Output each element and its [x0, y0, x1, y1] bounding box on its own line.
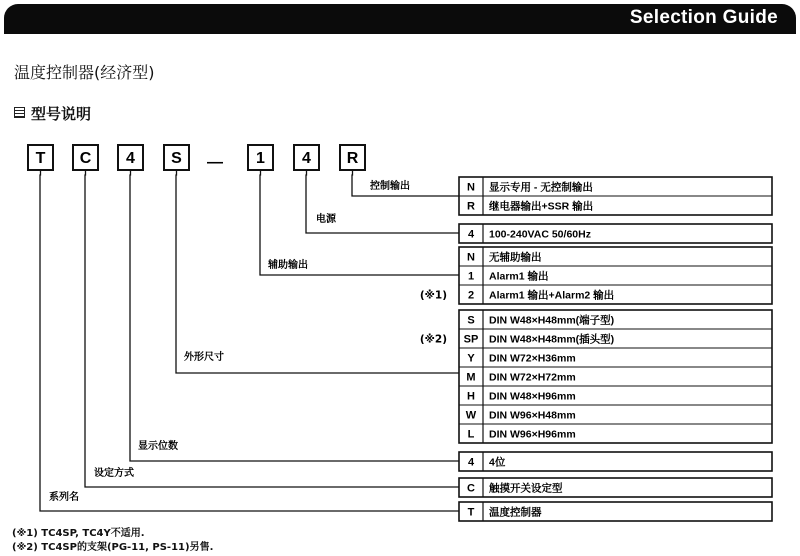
table-digits: [459, 452, 772, 471]
option-code: 2: [467, 289, 475, 302]
option-desc: DIN W96×H48mm: [489, 409, 576, 422]
table-frame: [459, 452, 772, 471]
option-desc: DIN W96×H96mm: [489, 428, 576, 441]
option-desc: DIN W72×H36mm: [489, 352, 576, 365]
group-label-power: 电源: [316, 214, 336, 225]
option-desc: 4位: [489, 456, 506, 469]
table-setting: [459, 478, 772, 497]
option-desc: 继电器输出+SSR 输出: [489, 200, 594, 213]
option-code: S: [467, 314, 475, 327]
option-desc: DIN W72×H72mm: [489, 371, 576, 384]
connector-size: [176, 170, 459, 373]
section-title-text: 型号说明: [31, 105, 92, 123]
option-desc: DIN W48×H48mm(端子型): [489, 314, 615, 327]
table-series: [459, 502, 772, 521]
footnote-1: (※1) TC4SP, TC4Y不适用.: [12, 528, 145, 539]
table-aux-output: [420, 247, 772, 304]
option-code: Y: [467, 352, 475, 365]
connector-setting: [85, 170, 459, 487]
option-code: L: [467, 428, 475, 441]
option-code: R: [467, 200, 475, 213]
option-desc: DIN W48×H48mm(插头型): [489, 333, 615, 346]
code-letter-5: 1: [256, 150, 265, 167]
option-code: 1: [467, 270, 475, 283]
code-letter-7: R: [346, 150, 359, 167]
option-code: M: [466, 371, 476, 384]
option-code: 4: [467, 456, 475, 469]
option-desc: Alarm1 输出: [489, 270, 549, 283]
code-letter-6: 4: [302, 150, 311, 167]
header-title: Selection Guide: [629, 7, 778, 28]
group-label-aux-output: 辅助输出: [268, 260, 308, 271]
option-code: C: [467, 482, 475, 495]
connector-digits: [130, 170, 459, 461]
table-size: [420, 310, 772, 443]
code-letter-3: S: [171, 150, 182, 167]
option-code: N: [467, 251, 475, 264]
option-code: N: [467, 181, 475, 194]
option-note: (※1): [419, 289, 447, 302]
group-label-setting: 设定方式: [94, 468, 134, 479]
option-code: SP: [463, 333, 479, 346]
footnote-2: (※2) TC4SP的支架(PG-11, PS-11)另售.: [12, 542, 214, 553]
code-letter-2: 4: [126, 150, 135, 167]
option-code: W: [465, 409, 477, 422]
option-tables: [420, 177, 772, 521]
table-power: [459, 224, 772, 243]
group-label-size: 外形尺寸: [184, 352, 224, 363]
group-label-digits: 显示位数: [138, 441, 178, 452]
option-desc: 100-240VAC 50/60Hz: [489, 228, 591, 241]
group-label-series: 系列名: [49, 492, 79, 503]
option-code: H: [467, 390, 475, 403]
code-dash: —: [207, 154, 223, 171]
option-desc: 温度控制器: [489, 506, 542, 519]
page-title: 温度控制器(经济型): [14, 63, 155, 82]
model-code: [28, 145, 365, 171]
option-desc: DIN W48×H96mm: [489, 390, 576, 403]
option-code: 4: [467, 228, 475, 241]
option-desc: 无辅助输出: [489, 251, 542, 264]
group-label-control-output: 控制输出: [370, 181, 410, 192]
connector-series: [40, 170, 459, 511]
option-desc: 显示专用 - 无控制输出: [489, 181, 593, 194]
option-desc: Alarm1 输出+Alarm2 输出: [489, 289, 615, 302]
option-note: (※2): [419, 333, 447, 346]
code-letter-1: C: [79, 150, 92, 167]
option-code: T: [467, 506, 475, 519]
table-control-output: [459, 177, 772, 215]
option-desc: 触摸开关设定型: [489, 482, 563, 495]
connector-lines: [40, 170, 459, 511]
code-letter-0: T: [35, 150, 46, 167]
